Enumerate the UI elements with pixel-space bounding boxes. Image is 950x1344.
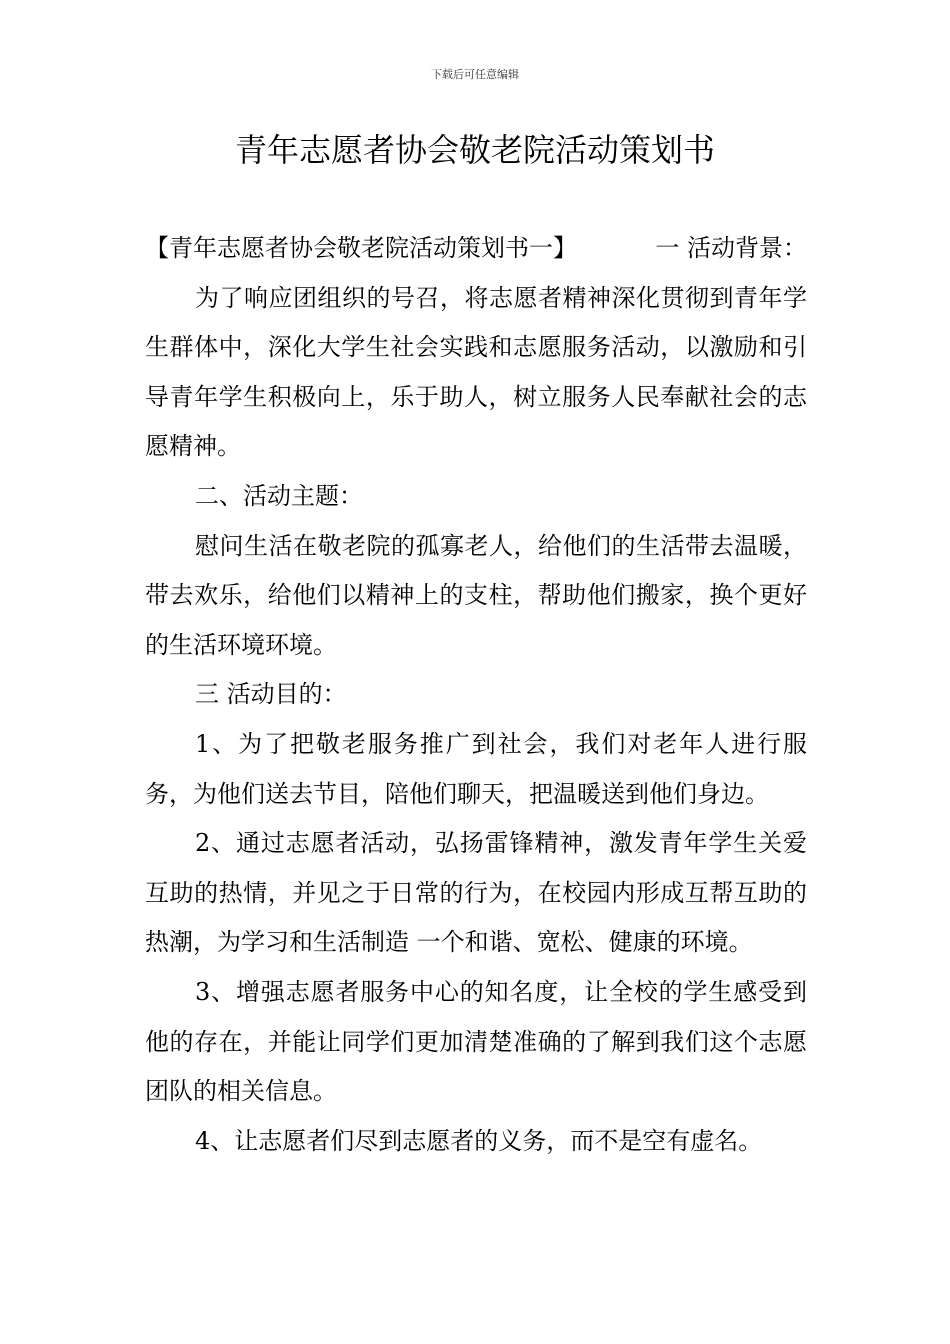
document-body (145, 224, 807, 1166)
paragraph-background: 为了响应团组织的号召，将志愿者精神深化贯彻到青年学生群体中，深化大学生社会实践和志愿服务活动，以激励和引导青年学生积极向上，乐于助人，树立服务人民奉献社会的志愿精神。 (145, 283, 807, 461)
paragraph-purpose-3: 3、增强志愿者服务中心的知名度，让全校的学生感受到他的存在，并能让同学们更加清楚准确的了解到我们这个志愿团队的相关信息。 (145, 977, 807, 1106)
paragraph-purpose-2: 2、通过志愿者活动，弘扬雷锋精神，激发青年学生关爱互助的热情，并见之于日常的行为，在校园内形成互帮互助的热潮，为学习和生活制造 一个和谐、宽松、健康的环境。 (145, 829, 807, 957)
section-heading-theme: 二、活动主题： (195, 481, 363, 510)
section-heading-background: 一 活动背景： (655, 234, 807, 262)
intro-line (145, 224, 807, 274)
sub-title: 【青年志愿者协会敬老院活动策划书一】 (145, 234, 577, 262)
section-heading-purpose: 三 活动目的： (195, 680, 347, 709)
page-header-note: 下载后可任意编辑 (431, 68, 519, 81)
document-title: 青年志愿者协会敬老院活动策划书 (234, 131, 715, 169)
paragraph-theme: 慰问生活在敬老院的孤寡老人，给他们的生活带去温暖，带去欢乐，给他们以精神上的支柱，帮助他们搬家，换个更好的生活环境环境。 (145, 531, 807, 659)
paragraph-purpose-4: 4、让志愿者们尽到志愿者的义务，而不是空有虚名。 (195, 1126, 763, 1155)
paragraph-purpose-1: 1、为了把敬老服务推广到社会，我们对老年人进行服务，为他们送去节目，陪他们聊天，把温暖送到他们身边。 (145, 729, 807, 808)
